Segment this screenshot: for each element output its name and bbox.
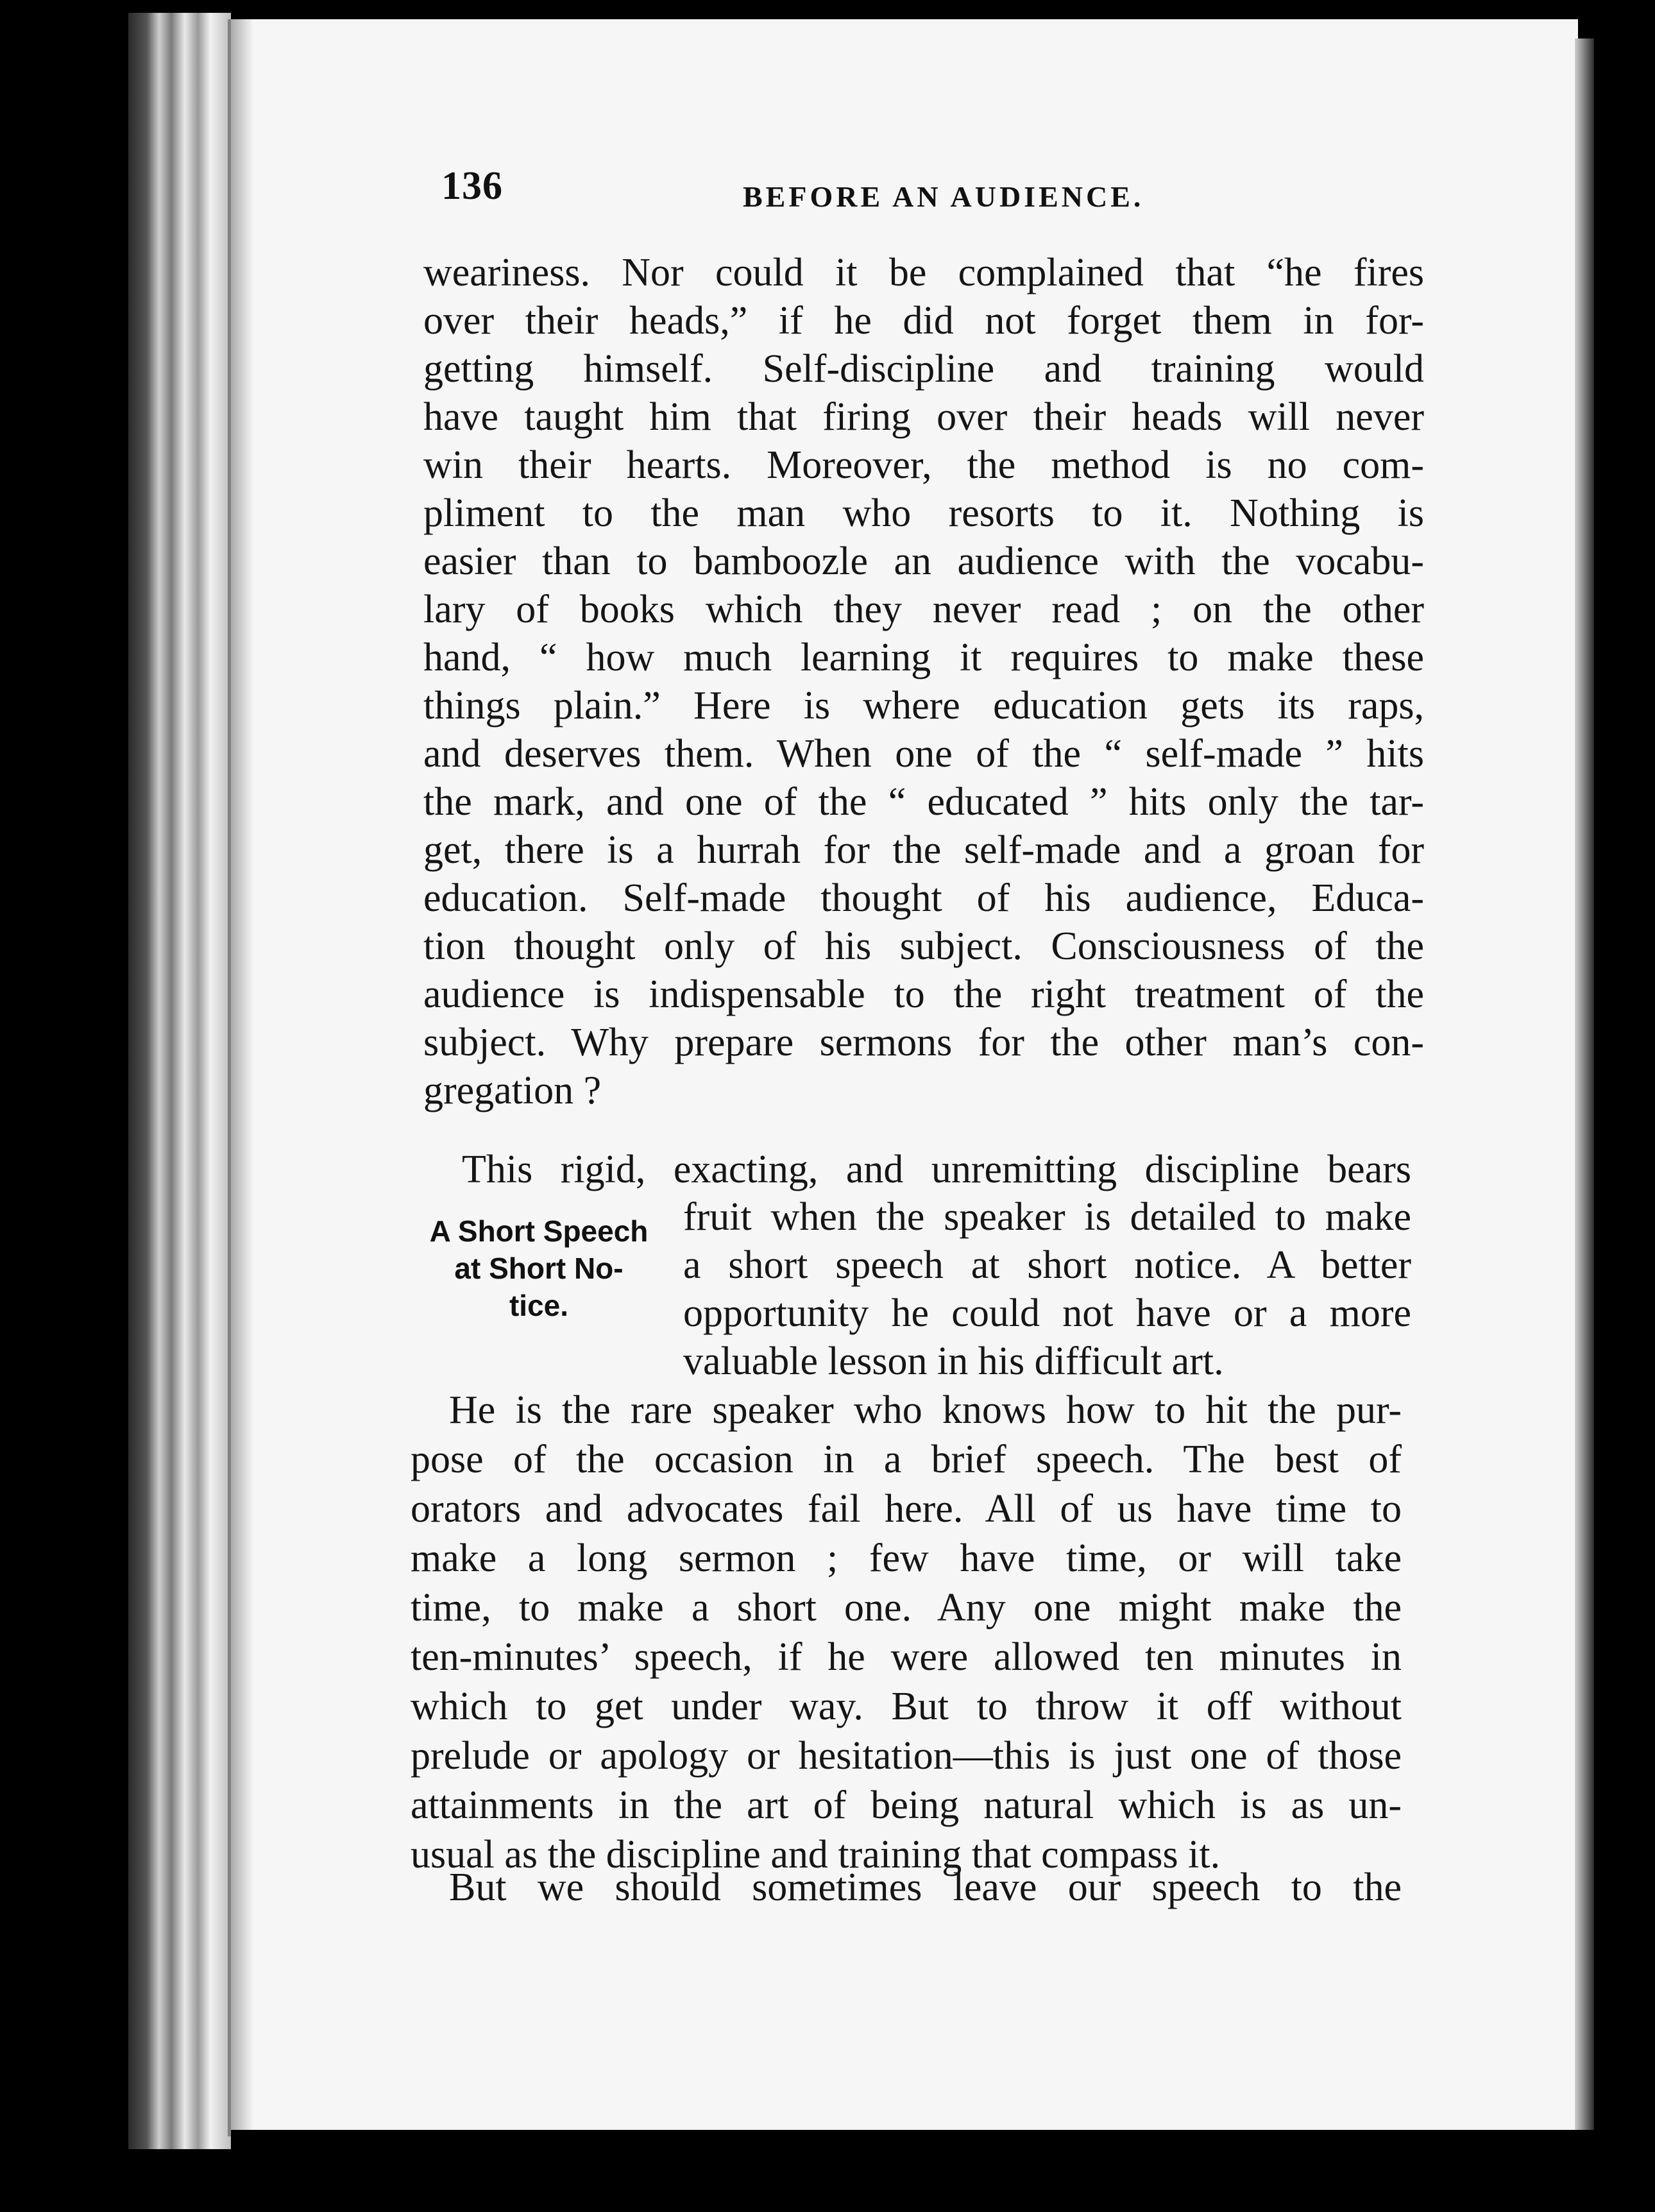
facing-page-edge xyxy=(1575,38,1594,2130)
text-line: audience is indispensable to the right treatment of the xyxy=(423,973,1424,1016)
text-line: He is the rare speaker who knows how to hit the pur- xyxy=(449,1388,1402,1432)
text-line: ten-minutes’ speech, if he were allowed ten minutes in xyxy=(411,1635,1402,1679)
text-line: over their heads,” if he did not forget them in for- xyxy=(423,299,1424,343)
text-line: fruit when the speaker is detailed to make xyxy=(683,1195,1411,1239)
text-line: hand, “ how much learning it requires to make these xyxy=(423,636,1424,679)
paragraph-3 xyxy=(411,1386,1402,1880)
text-line: weariness. Nor could it be complained that “he fires xyxy=(423,251,1424,294)
text-line: getting himself. Self-discipline and training would xyxy=(423,347,1424,391)
text-line: which to get under way. But to throw it off without xyxy=(411,1685,1402,1728)
text-line: But we should sometimes leave our speech to the xyxy=(449,1866,1402,1909)
paragraph-2-first-line xyxy=(462,1146,1411,1194)
paragraph-1 xyxy=(423,249,1424,1115)
running-head xyxy=(441,164,1147,213)
text-line: time, to make a short one. Any one might make the xyxy=(411,1586,1402,1629)
text-line: get, there is a hurrah for the self-made and a groan for xyxy=(423,828,1424,872)
text-line: This rigid, exacting, and unremitting discipline bears xyxy=(462,1148,1411,1191)
margin-sidenote xyxy=(411,1212,667,1324)
text-line: things plain.” Here is where education gets its raps, xyxy=(423,684,1424,727)
text-line: easier than to bamboozle an audience with the vocabu- xyxy=(423,540,1424,583)
text-line: valuable lesson in his difficult art. xyxy=(683,1340,1224,1383)
text-line: pliment to the man who resorts to it. Nothing is xyxy=(423,491,1424,535)
text-line: gregation ? xyxy=(423,1069,602,1112)
sidenote-line: A Short Speech xyxy=(429,1214,649,1248)
text-line: pose of the occasion in a brief speech. The best of xyxy=(411,1438,1402,1481)
text-line: win their hearts. Moreover, the method is no com- xyxy=(423,443,1424,487)
text-line: and deserves them. When one of the “ self-made ” hits xyxy=(423,732,1424,776)
page-number: 136 xyxy=(441,164,503,208)
text-line: orators and advocates fail here. All of us have time to xyxy=(411,1487,1402,1531)
book-page-edges xyxy=(128,13,231,2149)
text-line: opportunity he could not have or a more xyxy=(683,1291,1411,1335)
sidenote-line: at Short No- xyxy=(454,1252,624,1285)
text-line: subject. Why prepare sermons for the other man’s con- xyxy=(423,1021,1424,1064)
text-line: usual as the discipline and training that compass it. xyxy=(411,1833,1221,1876)
text-line: tion thought only of his subject. Consciousness of the xyxy=(423,924,1424,968)
text-line: lary of books which they never read ; on the other xyxy=(423,588,1424,631)
text-line: make a long sermon ; few have time, or will take xyxy=(411,1536,1402,1580)
paragraph-2-continued xyxy=(683,1193,1411,1386)
text-line: education. Self-made thought of his audience, Educa- xyxy=(423,876,1424,920)
text-line: the mark, and one of the “ educated ” hits only the tar- xyxy=(423,780,1424,824)
gutter-shadow xyxy=(228,19,253,2136)
running-title: BEFORE AN AUDIENCE. xyxy=(743,180,1144,213)
text-line: have taught him that firing over their heads will never xyxy=(423,395,1424,439)
text-line: a short speech at short notice. A better xyxy=(683,1243,1411,1287)
sidenote-line: tice. xyxy=(509,1289,569,1322)
text-line: attainments in the art of being natural which is as un- xyxy=(411,1783,1402,1827)
paragraph-4 xyxy=(411,1864,1402,1912)
text-line: prelude or apology or hesitation—this is just one of those xyxy=(411,1734,1402,1778)
